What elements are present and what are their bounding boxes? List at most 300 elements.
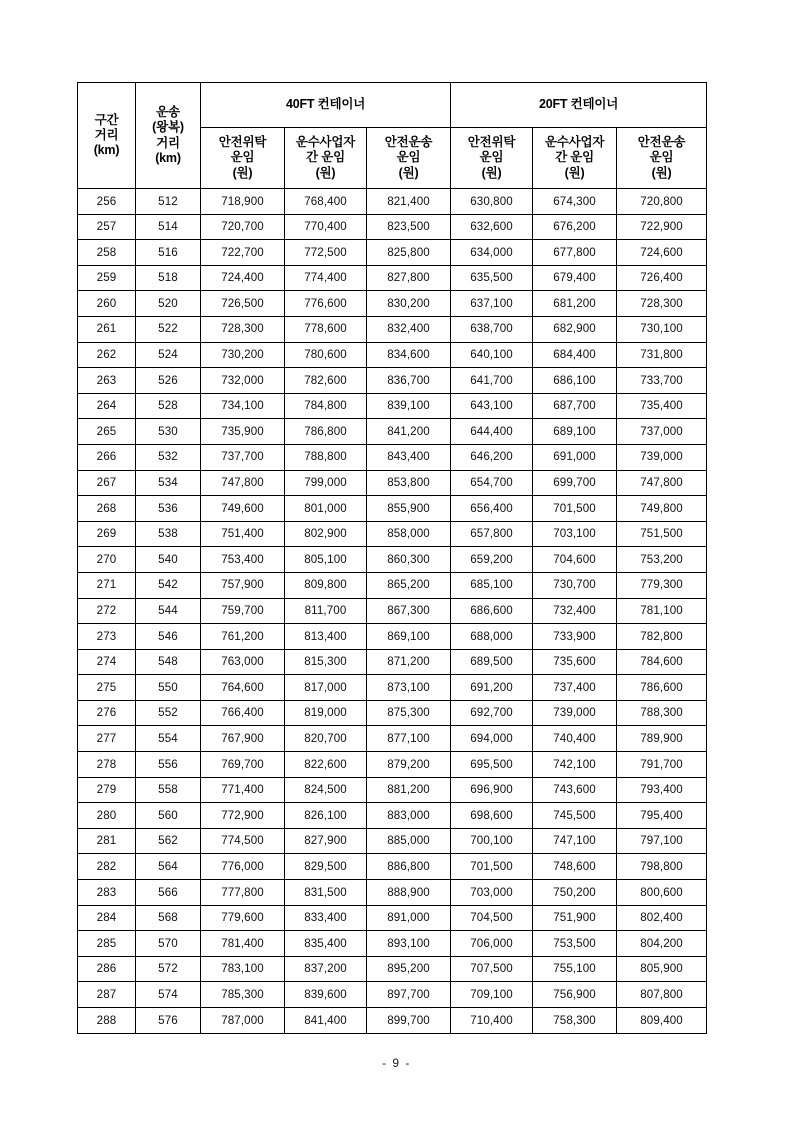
cell-section-distance: 269 [78, 521, 136, 547]
cell-fare-amount: 822,600 [285, 752, 367, 778]
cell-section-distance: 285 [78, 931, 136, 957]
cell-roundtrip-distance: 526 [136, 368, 201, 394]
cell-fare-amount: 776,000 [201, 854, 285, 880]
cell-fare-amount: 853,800 [367, 470, 451, 496]
cell-fare-amount: 837,200 [285, 956, 367, 982]
table-row [78, 214, 707, 240]
cell-fare-amount: 698,600 [451, 803, 533, 829]
cell-section-distance: 261 [78, 316, 136, 342]
table-row [78, 675, 707, 701]
cell-fare-amount: 782,800 [617, 624, 707, 650]
table-row [78, 316, 707, 342]
cell-roundtrip-distance: 554 [136, 726, 201, 752]
cell-fare-amount: 780,600 [285, 342, 367, 368]
cell-roundtrip-distance: 530 [136, 419, 201, 445]
cell-section-distance: 280 [78, 803, 136, 829]
cell-fare-amount: 735,600 [533, 649, 617, 675]
cell-fare-amount: 805,900 [617, 956, 707, 982]
cell-fare-amount: 875,300 [367, 700, 451, 726]
cell-fare-amount: 829,500 [285, 854, 367, 880]
header-line: 안전위탁 [467, 135, 516, 150]
cell-fare-amount: 737,700 [201, 444, 285, 470]
cell-fare-amount: 659,200 [451, 547, 533, 573]
header-line: 간 운임 [555, 150, 594, 165]
cell-roundtrip-distance: 572 [136, 956, 201, 982]
column-header-20ft-safe-transport-fee [617, 128, 707, 189]
cell-fare-amount: 632,600 [451, 214, 533, 240]
cell-fare-amount: 843,400 [367, 444, 451, 470]
cell-fare-amount: 657,800 [451, 521, 533, 547]
table-row [78, 956, 707, 982]
group-header-20ft-container: 20FT 컨테이너 [451, 83, 707, 128]
cell-fare-amount: 799,000 [285, 470, 367, 496]
cell-fare-amount: 682,900 [533, 316, 617, 342]
cell-fare-amount: 695,500 [451, 752, 533, 778]
group-header-40ft-container: 40FT 컨테이너 [201, 83, 451, 128]
cell-roundtrip-distance: 560 [136, 803, 201, 829]
cell-fare-amount: 722,900 [617, 214, 707, 240]
cell-fare-amount: 813,400 [285, 624, 367, 650]
cell-fare-amount: 774,500 [201, 828, 285, 854]
cell-roundtrip-distance: 536 [136, 496, 201, 522]
header-line: (원) [651, 165, 672, 180]
cell-fare-amount: 749,800 [617, 496, 707, 522]
cell-section-distance: 268 [78, 496, 136, 522]
cell-roundtrip-distance: 556 [136, 752, 201, 778]
cell-fare-amount: 720,700 [201, 214, 285, 240]
cell-fare-amount: 869,100 [367, 624, 451, 650]
cell-roundtrip-distance: 532 [136, 444, 201, 470]
cell-fare-amount: 739,000 [617, 444, 707, 470]
cell-fare-amount: 772,500 [285, 240, 367, 266]
cell-section-distance: 287 [78, 982, 136, 1008]
cell-fare-amount: 756,900 [533, 982, 617, 1008]
cell-fare-amount: 654,700 [451, 470, 533, 496]
cell-roundtrip-distance: 564 [136, 854, 201, 880]
cell-fare-amount: 779,300 [617, 572, 707, 598]
column-header-20ft-between-carriers-fee [533, 128, 617, 189]
cell-fare-amount: 771,400 [201, 777, 285, 803]
table-row [78, 828, 707, 854]
cell-fare-amount: 710,400 [451, 1008, 533, 1034]
header-line: 구간 [94, 112, 119, 127]
cell-fare-amount: 735,900 [201, 419, 285, 445]
cell-fare-amount: 784,600 [617, 649, 707, 675]
cell-fare-amount: 873,100 [367, 675, 451, 701]
cell-section-distance: 267 [78, 470, 136, 496]
header-line: 거리 [94, 127, 119, 142]
cell-fare-amount: 776,600 [285, 291, 367, 317]
table-row [78, 880, 707, 906]
cell-fare-amount: 819,000 [285, 700, 367, 726]
cell-fare-amount: 886,800 [367, 854, 451, 880]
cell-fare-amount: 899,700 [367, 1008, 451, 1034]
header-line: (원) [481, 165, 502, 180]
cell-fare-amount: 701,500 [451, 854, 533, 880]
cell-fare-amount: 691,000 [533, 444, 617, 470]
cell-fare-amount: 694,000 [451, 726, 533, 752]
header-line: 운수사업자 [295, 135, 356, 150]
freight-rate-table [77, 82, 707, 1034]
cell-fare-amount: 674,300 [533, 189, 617, 215]
cell-roundtrip-distance: 518 [136, 265, 201, 291]
cell-section-distance: 272 [78, 598, 136, 624]
cell-fare-amount: 686,100 [533, 368, 617, 394]
cell-fare-amount: 750,200 [533, 880, 617, 906]
table-row [78, 803, 707, 829]
cell-fare-amount: 707,500 [451, 956, 533, 982]
cell-section-distance: 284 [78, 905, 136, 931]
cell-fare-amount: 795,400 [617, 803, 707, 829]
cell-fare-amount: 732,000 [201, 368, 285, 394]
cell-fare-amount: 777,800 [201, 880, 285, 906]
cell-fare-amount: 800,600 [617, 880, 707, 906]
header-line: 운송 [156, 105, 180, 119]
cell-fare-amount: 774,400 [285, 265, 367, 291]
table-row [78, 931, 707, 957]
cell-fare-amount: 646,200 [451, 444, 533, 470]
cell-fare-amount: 809,800 [285, 572, 367, 598]
table-row [78, 342, 707, 368]
table-row [78, 726, 707, 752]
header-line: 안전위탁 [218, 135, 267, 150]
cell-fare-amount: 877,100 [367, 726, 451, 752]
cell-fare-amount: 733,900 [533, 624, 617, 650]
cell-fare-amount: 704,500 [451, 905, 533, 931]
cell-fare-amount: 805,100 [285, 547, 367, 573]
table-row [78, 777, 707, 803]
cell-fare-amount: 699,700 [533, 470, 617, 496]
cell-roundtrip-distance: 552 [136, 700, 201, 726]
cell-fare-amount: 689,100 [533, 419, 617, 445]
cell-section-distance: 282 [78, 854, 136, 880]
cell-fare-amount: 855,900 [367, 496, 451, 522]
cell-fare-amount: 781,400 [201, 931, 285, 957]
table-row [78, 393, 707, 419]
cell-fare-amount: 798,800 [617, 854, 707, 880]
cell-fare-amount: 820,700 [285, 726, 367, 752]
cell-fare-amount: 745,500 [533, 803, 617, 829]
cell-roundtrip-distance: 538 [136, 521, 201, 547]
cell-roundtrip-distance: 568 [136, 905, 201, 931]
cell-fare-amount: 888,900 [367, 880, 451, 906]
cell-roundtrip-distance: 522 [136, 316, 201, 342]
header-row-group [78, 83, 707, 128]
header-line: (원) [398, 165, 419, 180]
cell-fare-amount: 871,200 [367, 649, 451, 675]
cell-fare-amount: 758,300 [533, 1008, 617, 1034]
cell-section-distance: 260 [78, 291, 136, 317]
table-row [78, 265, 707, 291]
table-row [78, 419, 707, 445]
cell-fare-amount: 778,600 [285, 316, 367, 342]
cell-fare-amount: 881,200 [367, 777, 451, 803]
header-line: 간 운임 [306, 150, 345, 165]
cell-fare-amount: 704,600 [533, 547, 617, 573]
column-header-40ft-between-carriers-fee [285, 128, 367, 189]
cell-fare-amount: 761,200 [201, 624, 285, 650]
page-number: - 9 - [382, 1056, 411, 1070]
table-row [78, 240, 707, 266]
cell-fare-amount: 644,400 [451, 419, 533, 445]
cell-fare-amount: 817,000 [285, 675, 367, 701]
cell-roundtrip-distance: 528 [136, 393, 201, 419]
cell-roundtrip-distance: 566 [136, 880, 201, 906]
table-row [78, 700, 707, 726]
cell-roundtrip-distance: 540 [136, 547, 201, 573]
cell-roundtrip-distance: 514 [136, 214, 201, 240]
table-row [78, 368, 707, 394]
cell-fare-amount: 701,500 [533, 496, 617, 522]
cell-fare-amount: 747,100 [533, 828, 617, 854]
cell-fare-amount: 742,100 [533, 752, 617, 778]
cell-roundtrip-distance: 512 [136, 189, 201, 215]
cell-fare-amount: 720,800 [617, 189, 707, 215]
cell-fare-amount: 783,100 [201, 956, 285, 982]
cell-fare-amount: 831,500 [285, 880, 367, 906]
cell-fare-amount: 797,100 [617, 828, 707, 854]
cell-fare-amount: 734,100 [201, 393, 285, 419]
table-body [78, 189, 707, 1034]
cell-fare-amount: 643,100 [451, 393, 533, 419]
cell-fare-amount: 786,800 [285, 419, 367, 445]
cell-fare-amount: 687,700 [533, 393, 617, 419]
cell-fare-amount: 641,700 [451, 368, 533, 394]
cell-fare-amount: 809,400 [617, 1008, 707, 1034]
cell-fare-amount: 836,700 [367, 368, 451, 394]
cell-fare-amount: 834,600 [367, 342, 451, 368]
cell-roundtrip-distance: 570 [136, 931, 201, 957]
cell-roundtrip-distance: 548 [136, 649, 201, 675]
cell-fare-amount: 821,400 [367, 189, 451, 215]
table-row [78, 854, 707, 880]
header-line: 안전운송 [384, 135, 433, 150]
cell-fare-amount: 684,400 [533, 342, 617, 368]
column-header-section-distance [78, 83, 136, 189]
column-header-40ft-safe-consign-fee [201, 128, 285, 189]
cell-section-distance: 286 [78, 956, 136, 982]
table-row [78, 470, 707, 496]
cell-fare-amount: 706,000 [451, 931, 533, 957]
cell-fare-amount: 722,700 [201, 240, 285, 266]
cell-fare-amount: 748,600 [533, 854, 617, 880]
cell-fare-amount: 891,000 [367, 905, 451, 931]
cell-fare-amount: 677,800 [533, 240, 617, 266]
cell-fare-amount: 676,200 [533, 214, 617, 240]
cell-roundtrip-distance: 562 [136, 828, 201, 854]
cell-fare-amount: 703,000 [451, 880, 533, 906]
cell-fare-amount: 689,500 [451, 649, 533, 675]
table-row [78, 521, 707, 547]
cell-fare-amount: 769,700 [201, 752, 285, 778]
cell-fare-amount: 763,000 [201, 649, 285, 675]
cell-fare-amount: 793,400 [617, 777, 707, 803]
cell-fare-amount: 772,900 [201, 803, 285, 829]
cell-fare-amount: 804,200 [617, 931, 707, 957]
cell-section-distance: 265 [78, 419, 136, 445]
cell-fare-amount: 739,000 [533, 700, 617, 726]
table-row [78, 752, 707, 778]
cell-section-distance: 273 [78, 624, 136, 650]
header-line: (km) [93, 143, 120, 158]
table-row [78, 982, 707, 1008]
cell-roundtrip-distance: 520 [136, 291, 201, 317]
cell-fare-amount: 801,000 [285, 496, 367, 522]
cell-fare-amount: 839,600 [285, 982, 367, 1008]
cell-fare-amount: 732,400 [533, 598, 617, 624]
header-line: 운수사업자 [544, 135, 605, 150]
table-row [78, 572, 707, 598]
cell-fare-amount: 784,800 [285, 393, 367, 419]
cell-fare-amount: 879,200 [367, 752, 451, 778]
cell-section-distance: 281 [78, 828, 136, 854]
table-row [78, 291, 707, 317]
cell-fare-amount: 696,900 [451, 777, 533, 803]
cell-fare-amount: 731,800 [617, 342, 707, 368]
cell-section-distance: 257 [78, 214, 136, 240]
header-line: 거리 [156, 135, 180, 150]
cell-section-distance: 279 [78, 777, 136, 803]
cell-fare-amount: 638,700 [451, 316, 533, 342]
cell-fare-amount: 759,700 [201, 598, 285, 624]
cell-fare-amount: 789,900 [617, 726, 707, 752]
table-row [78, 547, 707, 573]
cell-fare-amount: 749,600 [201, 496, 285, 522]
table-row [78, 598, 707, 624]
cell-fare-amount: 757,900 [201, 572, 285, 598]
cell-fare-amount: 895,200 [367, 956, 451, 982]
cell-fare-amount: 781,100 [617, 598, 707, 624]
table-header [78, 83, 707, 189]
column-header-roundtrip-distance [136, 83, 201, 189]
cell-fare-amount: 685,100 [451, 572, 533, 598]
cell-fare-amount: 692,700 [451, 700, 533, 726]
cell-fare-amount: 679,400 [533, 265, 617, 291]
cell-fare-amount: 815,300 [285, 649, 367, 675]
cell-fare-amount: 681,200 [533, 291, 617, 317]
cell-fare-amount: 743,600 [533, 777, 617, 803]
cell-fare-amount: 751,500 [617, 521, 707, 547]
cell-fare-amount: 841,400 [285, 1008, 367, 1034]
cell-fare-amount: 865,200 [367, 572, 451, 598]
cell-fare-amount: 747,800 [201, 470, 285, 496]
cell-fare-amount: 827,900 [285, 828, 367, 854]
cell-fare-amount: 753,500 [533, 931, 617, 957]
cell-fare-amount: 688,000 [451, 624, 533, 650]
cell-section-distance: 266 [78, 444, 136, 470]
header-line: 안전운송 [637, 135, 686, 150]
cell-fare-amount: 779,600 [201, 905, 285, 931]
cell-fare-amount: 730,700 [533, 572, 617, 598]
cell-fare-amount: 730,200 [201, 342, 285, 368]
cell-fare-amount: 637,100 [451, 291, 533, 317]
cell-fare-amount: 823,500 [367, 214, 451, 240]
cell-fare-amount: 726,400 [617, 265, 707, 291]
column-header-40ft-safe-transport-fee [367, 128, 451, 189]
cell-section-distance: 259 [78, 265, 136, 291]
header-line: (원) [564, 165, 585, 180]
cell-fare-amount: 788,300 [617, 700, 707, 726]
cell-fare-amount: 825,800 [367, 240, 451, 266]
cell-fare-amount: 737,000 [617, 419, 707, 445]
cell-roundtrip-distance: 524 [136, 342, 201, 368]
cell-section-distance: 283 [78, 880, 136, 906]
cell-fare-amount: 788,800 [285, 444, 367, 470]
cell-section-distance: 270 [78, 547, 136, 573]
cell-fare-amount: 630,800 [451, 189, 533, 215]
header-line: 운임 [479, 150, 504, 165]
cell-fare-amount: 691,200 [451, 675, 533, 701]
cell-fare-amount: 807,800 [617, 982, 707, 1008]
cell-section-distance: 276 [78, 700, 136, 726]
cell-fare-amount: 751,400 [201, 521, 285, 547]
cell-fare-amount: 753,400 [201, 547, 285, 573]
cell-fare-amount: 860,300 [367, 547, 451, 573]
cell-section-distance: 278 [78, 752, 136, 778]
cell-fare-amount: 700,100 [451, 828, 533, 854]
cell-roundtrip-distance: 544 [136, 598, 201, 624]
cell-fare-amount: 740,400 [533, 726, 617, 752]
header-line: 운임 [396, 150, 421, 165]
cell-section-distance: 256 [78, 189, 136, 215]
cell-roundtrip-distance: 542 [136, 572, 201, 598]
cell-fare-amount: 766,400 [201, 700, 285, 726]
table-row [78, 649, 707, 675]
cell-roundtrip-distance: 546 [136, 624, 201, 650]
cell-fare-amount: 737,400 [533, 675, 617, 701]
cell-fare-amount: 726,500 [201, 291, 285, 317]
cell-fare-amount: 728,300 [201, 316, 285, 342]
cell-fare-amount: 635,500 [451, 265, 533, 291]
cell-fare-amount: 755,100 [533, 956, 617, 982]
cell-fare-amount: 824,500 [285, 777, 367, 803]
cell-fare-amount: 764,600 [201, 675, 285, 701]
cell-fare-amount: 897,700 [367, 982, 451, 1008]
cell-fare-amount: 787,000 [201, 1008, 285, 1034]
cell-fare-amount: 733,700 [617, 368, 707, 394]
cell-fare-amount: 703,100 [533, 521, 617, 547]
header-line: 운임 [230, 150, 255, 165]
cell-roundtrip-distance: 576 [136, 1008, 201, 1034]
cell-fare-amount: 885,000 [367, 828, 451, 854]
cell-fare-amount: 835,400 [285, 931, 367, 957]
cell-fare-amount: 718,900 [201, 189, 285, 215]
cell-fare-amount: 751,900 [533, 905, 617, 931]
cell-fare-amount: 767,900 [201, 726, 285, 752]
cell-section-distance: 262 [78, 342, 136, 368]
cell-roundtrip-distance: 534 [136, 470, 201, 496]
cell-fare-amount: 656,400 [451, 496, 533, 522]
cell-fare-amount: 686,600 [451, 598, 533, 624]
cell-fare-amount: 785,300 [201, 982, 285, 1008]
cell-fare-amount: 827,800 [367, 265, 451, 291]
cell-section-distance: 258 [78, 240, 136, 266]
cell-fare-amount: 832,400 [367, 316, 451, 342]
cell-fare-amount: 709,100 [451, 982, 533, 1008]
table-row [78, 496, 707, 522]
cell-fare-amount: 841,200 [367, 419, 451, 445]
cell-fare-amount: 883,000 [367, 803, 451, 829]
cell-fare-amount: 802,400 [617, 905, 707, 931]
cell-fare-amount: 858,000 [367, 521, 451, 547]
table-row [78, 1008, 707, 1034]
cell-fare-amount: 826,100 [285, 803, 367, 829]
table-row [78, 444, 707, 470]
table-row [78, 189, 707, 215]
cell-fare-amount: 634,000 [451, 240, 533, 266]
cell-section-distance: 277 [78, 726, 136, 752]
header-line: (원) [232, 165, 253, 180]
